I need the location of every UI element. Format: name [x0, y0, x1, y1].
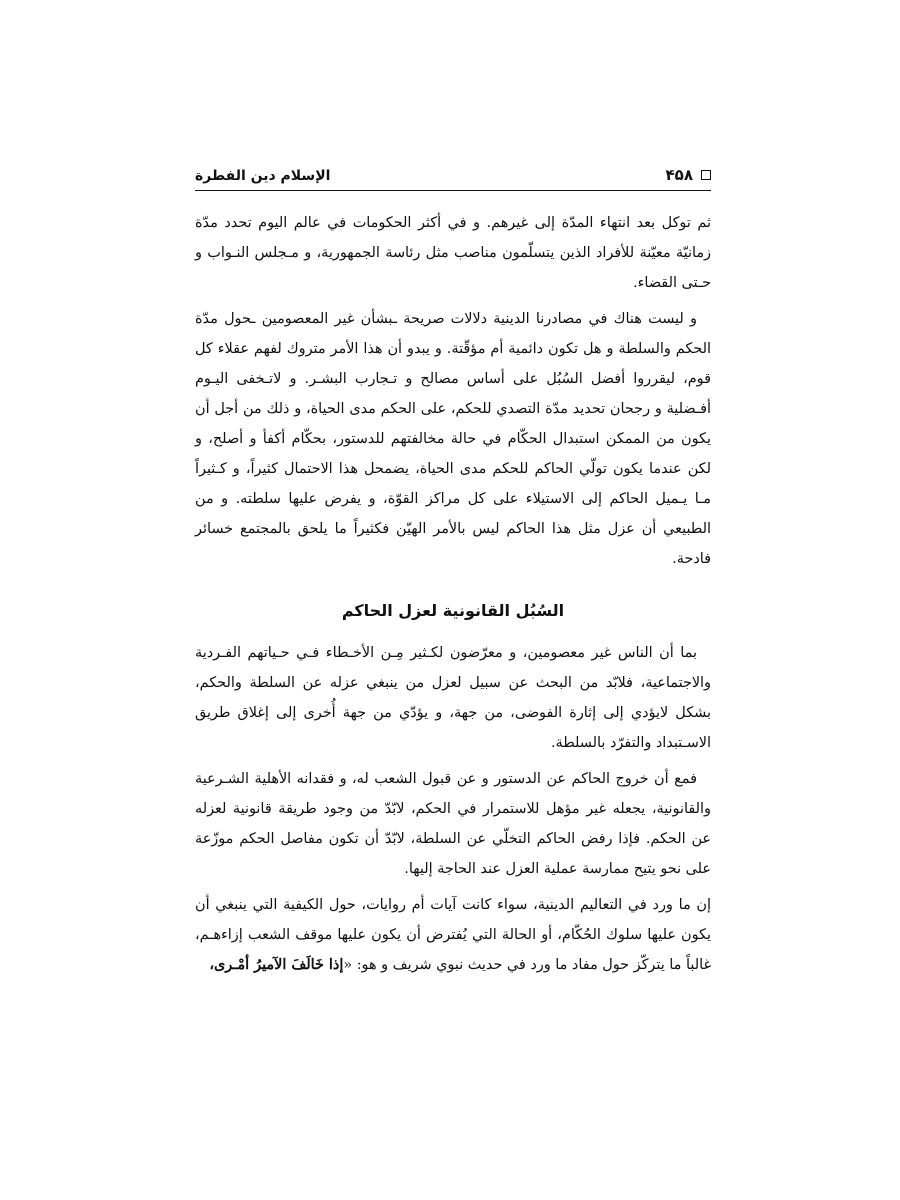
header-divider — [195, 190, 711, 191]
hadith-quote: إذا خَالَفَ الآميرُ أمْـرى، — [209, 956, 344, 973]
page-number-block — [666, 166, 711, 184]
paragraph-2: و ليست هناك في مصادرنا الدينية دلالات صريحة ـبشأن غير المعصومين ـحول مدّة الحكم والسلطة و هل تكون دائمية أم مؤقّتة. و يبدو أن هذا الأمر متروك لفهم عقلاء كل قوم، ليقرروا أفضل السُبُل على أساس مصالح و تـجارب البشـر. و لاتـخفى اليـوم أفـضلية و رجحان تحديد مدّة التصدي للحكم، على الحكم مدى الحياة، و ذلك من أجل أن يكون من الممكن استبدال الحكّام في حالة مخالفتهم للدستور، بحكّام أكفأ و أصلح، و لكن عندما يكون تولّي الحاكم للحكم مدى الحياة، يضمحل هذا الاحتمال كثيراً، و كـثيراً مـا يـميل الحاكم إلى الاستيلاء على كل مراكز القوّة، و يفرض عليها سلطته. و من الطبيعي أن عزل مثل هذا الحاكم ليس بالأمر الهيّن فكثيراً ما يلحق بالمجتمع خسائر فادحة. — [195, 311, 711, 567]
final-paragraph-text: إن ما ورد في التعاليم الدينية، سواء كانت آيات أم روايات، حول الكيفية التي ينبغي أن يكون عليها سلوك الحُكّام، أو الحالة التي يُفترض أن يكون عليها موقف الشعب إزاءهـم، غالباً ما يتركّز حول مفاد ما ورد في حديث نبوي شريف و هو: « — [195, 897, 711, 973]
running-title: الإسلام دين الفطرة — [195, 168, 331, 184]
page-number: ۴۵۸ — [665, 166, 693, 184]
section-paragraph-1: بما أن الناس غير معصومين، و معرّضون لكـثير مِـن الأخـطاء فـي حـياتهم الفـردية والاجتماعية، فلابّد من البحث عن سبيل لعزل من ينبغي عزله عن السلطة والحكم، بشكل لايؤدي إلى إثارة الفوضى، من جهة، و يؤدّي من جهة أُخرى إلى إغلاق طريق الاسـتبداد والتفرّد بالسلطة. — [195, 645, 711, 751]
final-paragraph — [195, 890, 711, 980]
section-heading: السُبُل القانونية لعزل الحاكم — [341, 601, 565, 620]
page-header — [195, 166, 711, 192]
section-paragraph-2: فمع أن خروج الحاكم عن الدستور و عن قبول الشعب له، و فقدانه الأهلية الشـرعية والقانونية، يجعله غير مؤهل للاستمرار في الحكم، لابّدّ من وجود طريقة قانونية لعزله عن الحكم. فإذا رفض الحاكم التخلّي عن السلطة، لابّدّ أن تكون مفاصل الحكم موزّعة على نحو يتيح ممارسة عملية العزل عند الحاجة إليها. — [195, 771, 711, 877]
paragraph-1: ثم توكل بعد انتهاء المدّة إلى غيرهم. و في أكثر الحكومات في عالم اليوم تحدد مدّة زمانيّة معيّنة للأفراد الذين يتسلّمون مناصب مثل رئاسة الجمهورية، و مـجلس النـواب و حـتى القضاء. — [195, 215, 711, 291]
page-body — [195, 208, 711, 986]
square-bullet-icon — [701, 170, 711, 180]
